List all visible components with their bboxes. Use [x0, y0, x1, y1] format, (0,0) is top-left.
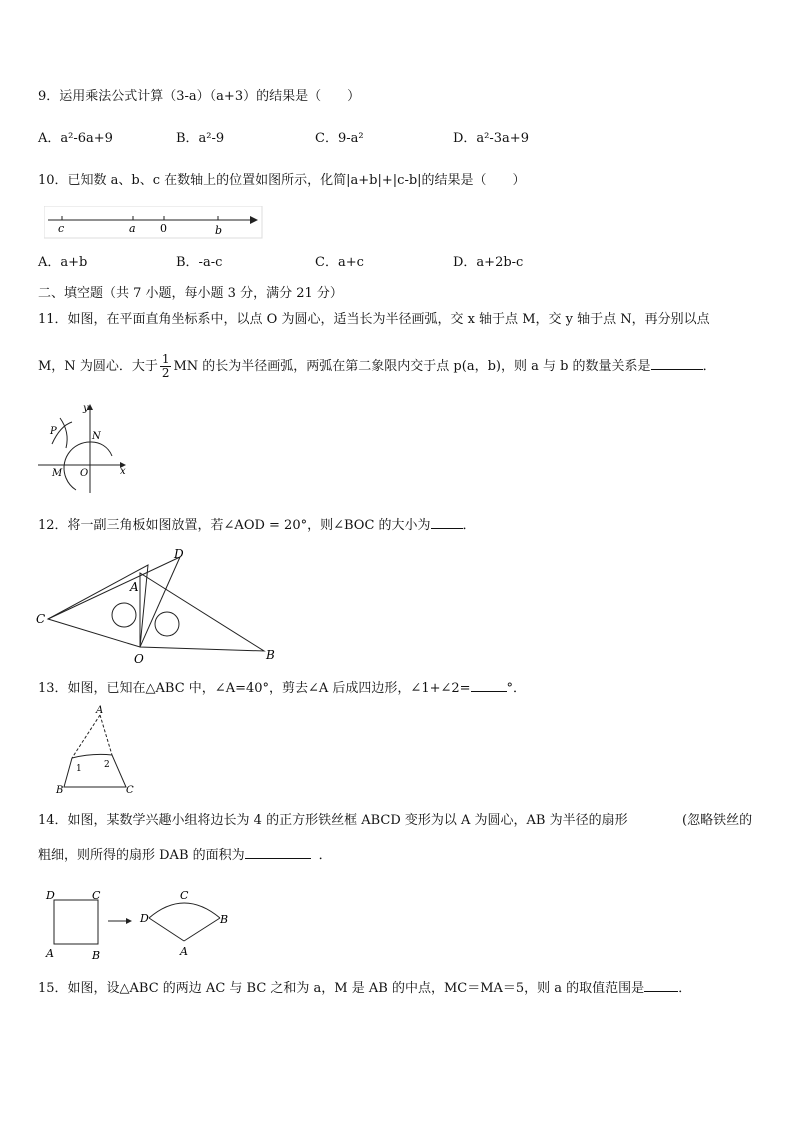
q14-line1-tail: (忽略铁丝的: [682, 813, 753, 828]
q12-triangle-figure: [30, 545, 290, 670]
answer-blank: [471, 677, 507, 692]
vertex-c-label: C: [36, 612, 46, 626]
point-p-label: P: [50, 426, 57, 437]
vertex-a-label: A: [130, 580, 139, 594]
fraction-denominator: 2: [161, 366, 170, 380]
q11-line1: 11．如图，在平面直角坐标系中，以点 O 为圆心，适当长为半径画弧，交 x 轴于点 M，交 y 轴于点 N，再分别以点: [38, 312, 710, 327]
sector-b-label: B: [220, 913, 229, 926]
q10-option-b: B．-a-c: [176, 255, 223, 270]
q13-stem-text: 13．如图，已知在△ABC 中，∠A=40°，剪去∠A 后成四边形，∠1+∠2=: [38, 681, 471, 696]
square-b-label: B: [92, 949, 101, 962]
fraction-one-half: [160, 353, 172, 380]
q9-option-a: A．a²-6a+9: [38, 131, 113, 146]
vertex-a-label: A: [96, 705, 104, 716]
sector-c-label: C: [180, 889, 189, 902]
q13-stem-end: °．: [506, 681, 527, 696]
axis-label-zero: 0: [160, 222, 167, 235]
axis-label-b: b: [215, 224, 223, 237]
vertex-o-label: O: [134, 652, 144, 666]
q12-stem: [38, 514, 476, 535]
q13-stem: [38, 677, 526, 698]
q12-stem-text: 12．将一副三角板如图放置，若∠AOD = 20°，则∠BOC 的大小为: [38, 518, 431, 533]
axis-label-c: c: [58, 222, 65, 235]
q9-stem: 9．运用乘法公式计算（3-a）（a+3）的结果是（ ）: [38, 89, 361, 104]
vertex-b-label: B: [266, 648, 275, 662]
q13-triangle-figure: [54, 703, 144, 798]
q12-stem-end: ．: [462, 518, 476, 533]
q11-line2-end: ．: [702, 359, 716, 374]
q9-option-d: D．a²-3a+9: [453, 131, 529, 146]
sector-a-label: A: [180, 945, 188, 958]
answer-blank: [431, 514, 463, 529]
x-axis-label: x: [120, 466, 126, 477]
fraction-numerator: 1: [161, 352, 170, 366]
q14-line2-end: ．: [318, 848, 332, 863]
q14-line1: [38, 812, 628, 830]
q14-line1-text: 14．如图，某数学兴趣小组将边长为 4 的正方形铁丝框 ABCD 变形为以 A 为圆心，AB 为半径的扇形: [38, 813, 628, 828]
q9-option-b: B．a²-9: [176, 131, 225, 146]
square-c-label: C: [92, 889, 101, 902]
y-axis-label: y: [83, 403, 89, 414]
vertex-c-label: C: [126, 785, 134, 796]
q11-line2: [38, 350, 716, 384]
section-title: 二、填空题（共 7 小题，每小题 3 分，满分 21 分）: [38, 286, 343, 301]
square-a-label: A: [46, 947, 54, 960]
q11-line2-middle: MN 的长为半径画弧，两弧在第二象限内交于点 p(a，b)，则 a 与 b 的数量关系是: [173, 359, 651, 374]
q11-coordinate-figure: [36, 398, 136, 496]
q10-option-d: D．a+2b-c: [453, 255, 524, 270]
q10-stem: 10．已知数 a、b、c 在数轴上的位置如图所示，化简|a+b|+|c-b|的结果是（ ）: [38, 173, 526, 188]
q9-option-c: C．9-a²: [315, 131, 364, 146]
sector-d-label: D: [140, 912, 149, 925]
q10-option-c: C．a+c: [315, 255, 364, 270]
q14-square-to-sector-figure: [44, 885, 244, 963]
point-n-label: N: [92, 431, 101, 442]
q11-line2-start: M，N 为圆心．大于: [38, 359, 158, 374]
angle-1-label: 1: [76, 764, 82, 774]
q14-line2-text: 粗细，则所得的扇形 DAB 的面积为: [38, 848, 245, 863]
q10-option-a: A．a+b: [38, 255, 88, 270]
vertex-d-label: D: [174, 547, 184, 561]
square-d-label: D: [46, 889, 55, 902]
angle-2-label: 2: [104, 760, 110, 770]
q15-stem-text: 15．如图，设△ABC 的两边 AC 与 BC 之和为 a，M 是 AB 的中点，MC＝MA＝5，则 a 的取值范围是: [38, 981, 645, 996]
origin-o-label: O: [80, 468, 89, 479]
vertex-b-label: B: [56, 785, 64, 796]
axis-label-a: a: [129, 222, 136, 235]
answer-blank: [651, 355, 703, 370]
point-m-label: M: [52, 468, 63, 479]
answer-blank: [644, 977, 678, 992]
q15-stem-end: ．: [678, 981, 692, 996]
answer-blank: [245, 844, 311, 859]
arrow-icon: [126, 918, 132, 924]
q14-line2: [38, 844, 332, 865]
q10-number-line-figure: [44, 206, 266, 240]
q15-stem: [38, 977, 691, 998]
